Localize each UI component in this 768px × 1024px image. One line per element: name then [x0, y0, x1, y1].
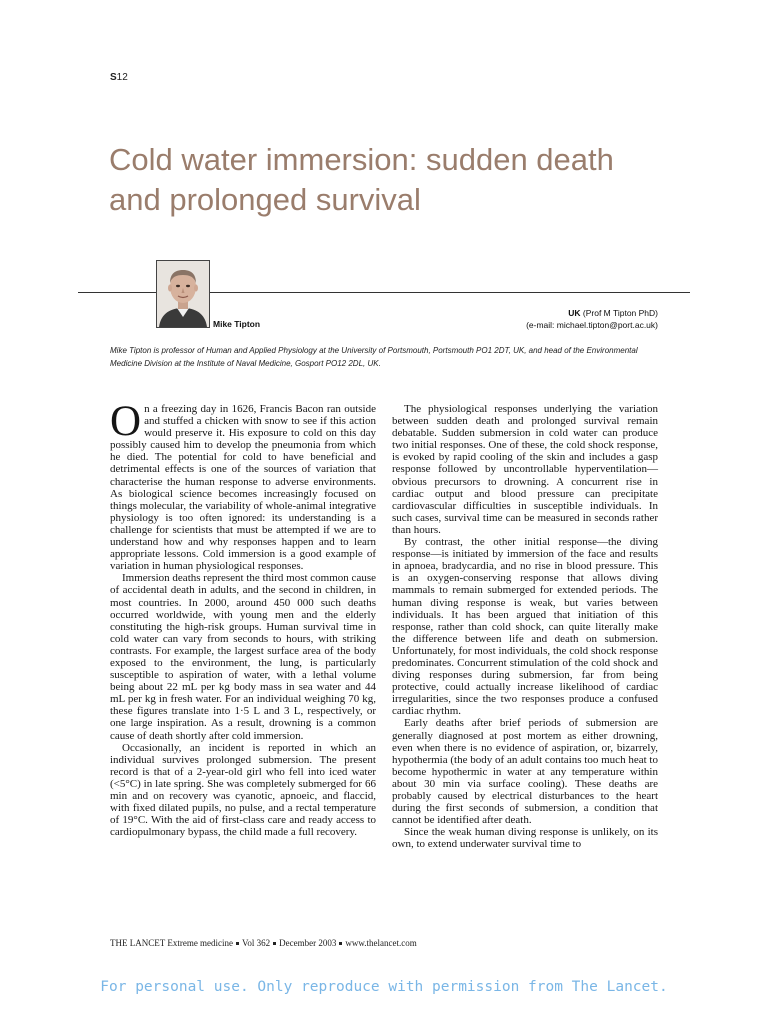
affiliation-author: (Prof M Tipton PhD)	[582, 308, 658, 318]
author-bio: Mike Tipton is professor of Human and Applied Physiology at the University of Portsmouth, Portsmouth PO1 2DT, UK, and head of the Environmental Medicine Division at the Institute of Naval Medicine, Gosport PO12 2DL, UK.	[110, 346, 638, 368]
body-paragraph: By contrast, the other initial response—the diving response—is initiated by immersion of the face and results in apnoea, bradycardia, and no rise in blood pressure. This is an oxygen-conserving response that allows diving mammals to remain submerged for extended periods. The human diving response is weak, but varies between individuals. It has been argued that initiation of this response, rather than cold shock, can quite literally make the difference between life and death on submersion. Unfortunately, for most individuals, the cold shock response predominates. Concurrent stimulation of the cold shock and diving responses during submersion, far from being protective, could actually increase likelihood of cardiac irregularities, since the two responses produce a confused cardiac rhythm.	[392, 536, 658, 718]
footer-separator	[339, 942, 342, 945]
body-paragraph: The physiological responses underlying the variation between sudden death and prolonged survival remain debatable. Sudden submersion in cold water can produce two initial responses. One of these, the cold shock response, is evoked by rapid cooling of the skin and includes a gasp response followed by uncontrollable hyperventilation—obvious precursors to drowning. A concurrent rise in cardiac output and blood pressure can precipitate cardiovascular difficulties in susceptible individuals. In such cases, survival time can be measured in seconds rather than hours.	[392, 403, 658, 536]
author-portrait-image	[157, 261, 209, 327]
author-email[interactable]: (e-mail: michael.tipton@port.ac.uk)	[526, 320, 658, 330]
footer-url[interactable]: www.thelancet.com	[345, 938, 417, 948]
footer-volume: Vol 362	[242, 938, 271, 948]
page-footer	[110, 938, 417, 948]
page-number: S12	[110, 72, 128, 83]
footer-separator	[236, 942, 239, 945]
permission-notice: For personal use. Only reproduce with permission from The Lancet.	[100, 979, 668, 995]
article-title: Cold water immersion: sudden death and prolonged survival	[109, 142, 614, 217]
footer-separator	[273, 942, 276, 945]
body-paragraph: Occasionally, an incident is reported in which an individual survives prolonged submersion. The present record is that of a 2-year-old girl who fell into iced water (<5°C) in late spring. She was completely submerged for 66 min and on recovery was cyanotic, apnoeic, and flaccid, with fixed dilated pupils, no pulse, and a rectal temperature of 19°C. With the aid of first-class care and ready access to cardiopulmonary bypass, the child made a full recovery.	[110, 741, 376, 839]
affiliation-country: UK	[568, 308, 581, 318]
body-paragraph: Early deaths after brief periods of submersion are generally diagnosed at post mortem as either drowning, even when there is no evidence of aspiration, or, bizarrely, hypothermia (the body of an adult contains too much heat to become hypothermic in water at any temperature within about 30 min via surface cooling). These deaths are probably caused by electrical disturbances to the heart during the first seconds of submersion, a condition that cannot be identified after death.	[392, 717, 658, 827]
drop-cap: O	[110, 398, 142, 445]
footer-date: December 2003	[279, 938, 337, 948]
author-name: Mike Tipton	[213, 319, 261, 329]
body-column-right	[392, 403, 658, 850]
body-column-left	[110, 398, 376, 839]
author-affiliation	[526, 307, 658, 331]
author-photo	[156, 260, 210, 328]
footer-journal: THE LANCET Extreme medicine	[110, 938, 234, 948]
body-paragraph: On a freezing day in 1626, Francis Bacon ran outside and stuffed a chicken with snow to see if this action would preserve it. His exposure to cold on this day possibly caused him to develop the pneumonia from which he died. The potential for cold to have beneficial and detrimental effects is one of the sources of variation that characterise the human response to adverse environments. As biological science becomes increasingly focused on things molecular, the variability of whole-animal integrative physiology is too often ignored: its understanding is a challenge for scientists that must be attempted if we are to understand how and why responses happen and to learn appropriate lessons. Cold immersion is a good example of variation in human physiological responses.	[110, 398, 376, 573]
body-paragraph: Immersion deaths represent the third most common cause of accidental death in adults, and the second in children, in most countries. In 2000, around 450 000 such deaths occurred worldwide, with young men and the elderly constituting the high-risk groups. Human survival time in cold water can vary from seconds to hours, with striking contrasts. For example, the largest surface area of the body exposed to the environment, the lung, is particularly susceptible to aspiration of water, with a lethal volume being about 22 mL per kg body mass in sea water and 44 mL per kg in fresh water. For an individual weighing 70 kg, these figures translate into 1·5 L and 3 L, respectively, or one large inspiration. As a result, drowning is a common cause of death shortly after cold immersion.	[110, 572, 376, 742]
body-paragraph: Since the weak human diving response is unlikely, on its own, to extend underwater survival time to	[392, 826, 658, 851]
